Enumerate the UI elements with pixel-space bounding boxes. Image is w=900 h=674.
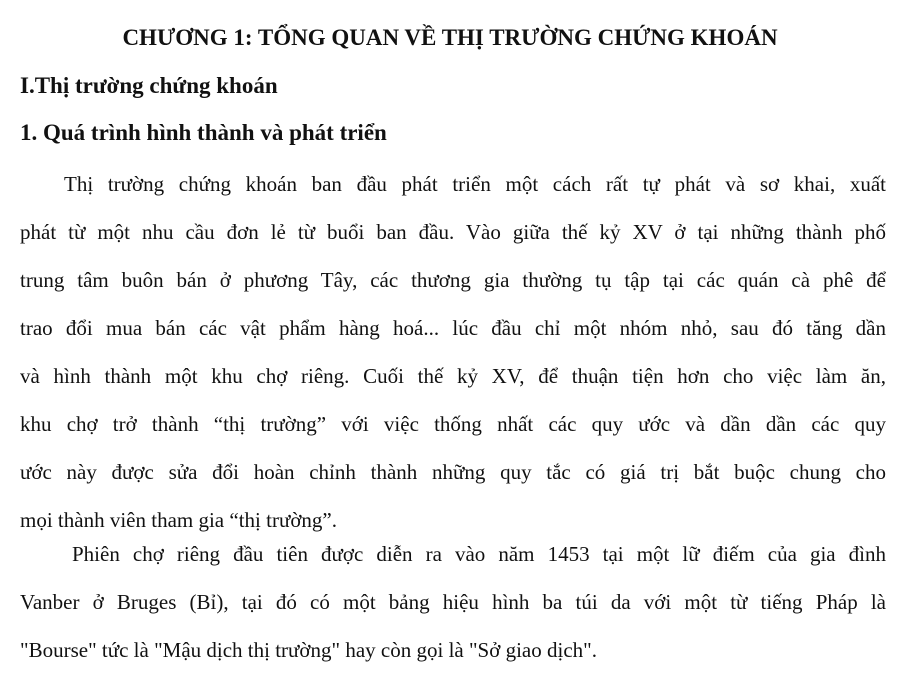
- paragraph-line: Vanber ở Bruges (Bỉ), tại đó có một bảng hiệu hình ba túi da với một từ tiếng Pháp là: [20, 590, 886, 614]
- paragraph-line: trao đổi mua bán các vật phẩm hàng hoá... lúc đầu chỉ một nhóm nhỏ, sau đó tăng dần: [20, 316, 886, 340]
- paragraph-line: phát từ một nhu cầu đơn lẻ từ buổi ban đầu. Vào giữa thế kỷ XV ở tại những thành phố: [20, 220, 886, 244]
- paragraph-1: [20, 160, 886, 544]
- paragraph-line: khu chợ trở thành “thị trường” với việc thống nhất các quy ước và dần dần các quy: [20, 412, 886, 436]
- paragraph-line: trung tâm buôn bán ở phương Tây, các thương gia thường tụ tập tại các quán cà phê để: [20, 268, 886, 292]
- paragraph-line: ước này được sửa đổi hoàn chỉnh thành những quy tắc có giá trị bắt buộc chung cho: [20, 460, 886, 484]
- paragraph-2: [20, 530, 886, 674]
- paragraph-line: mọi thành viên tham gia “thị trường”.: [20, 508, 337, 532]
- chapter-title: CHƯƠNG 1: TỔNG QUAN VỀ THỊ TRƯỜNG CHỨNG KHOÁN: [122, 25, 778, 50]
- subsection-heading: 1. Quá trình hình thành và phát triển: [20, 120, 387, 145]
- paragraph-line: Thị trường chứng khoán ban đầu phát triển một cách rất tự phát và sơ khai, xuất: [64, 172, 886, 196]
- paragraph-line: Phiên chợ riêng đầu tiên được diễn ra vào năm 1453 tại một lữ điếm của gia đình: [72, 542, 886, 566]
- paragraph-line: và hình thành một khu chợ riêng. Cuối thế kỷ XV, để thuận tiện hơn cho việc làm ăn,: [20, 364, 886, 388]
- paragraph-line: "Bourse" tức là "Mậu dịch thị trường" hay còn gọi là "Sở giao dịch".: [20, 638, 597, 662]
- section-heading: I.Thị trường chứng khoán: [20, 73, 278, 98]
